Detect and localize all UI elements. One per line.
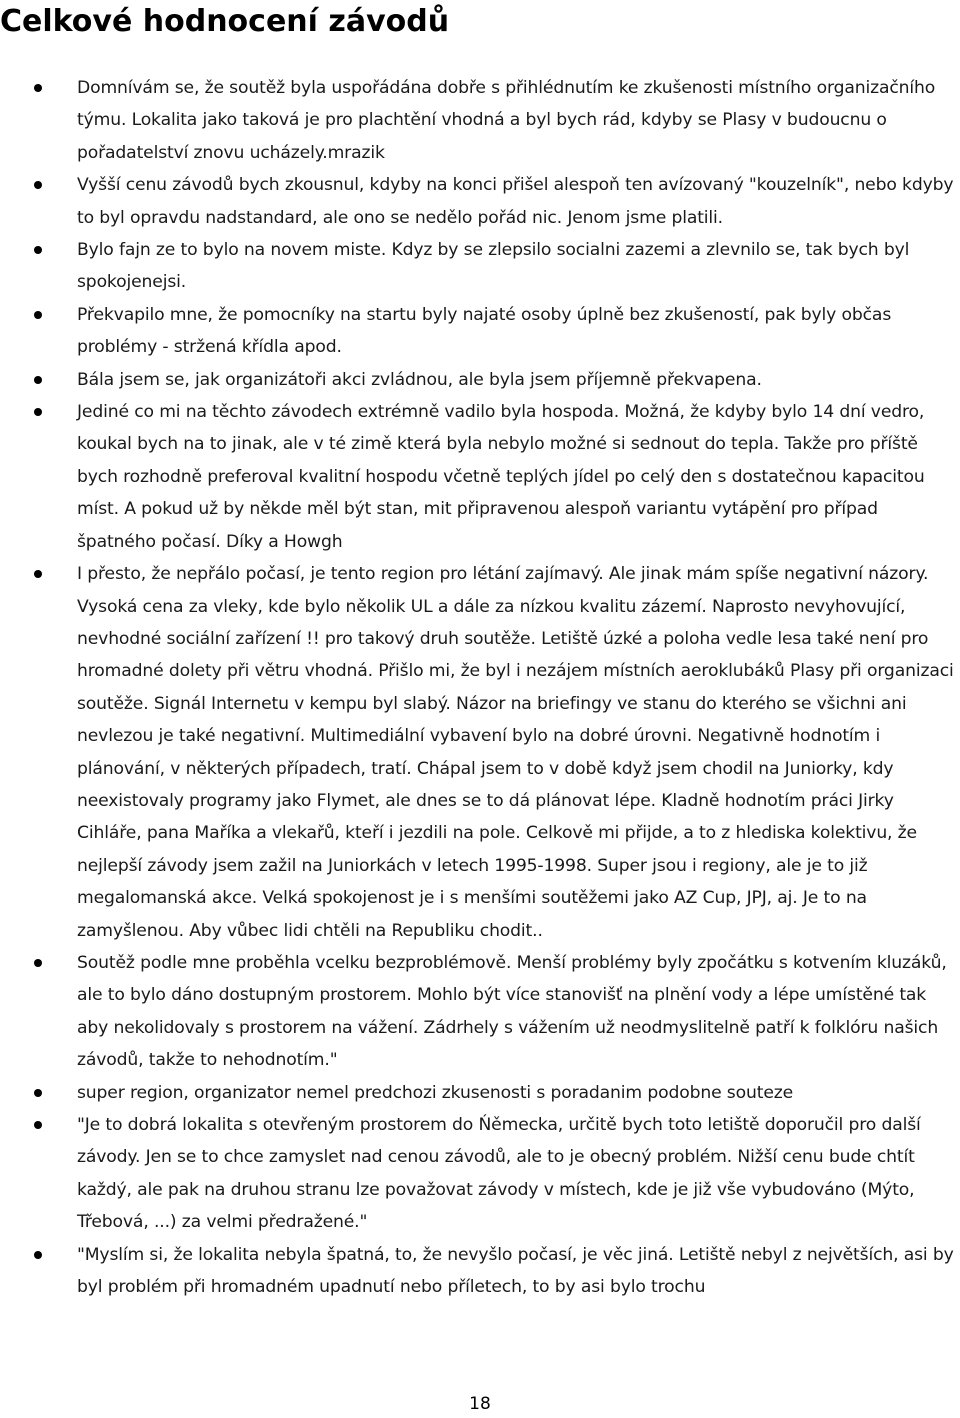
- list-item: Vyšší cenu závodů bych zkousnul, kdyby na konci přišel alespoň ten avízovaný "kouzelník", nebo kdyby to byl opravdu nadstandard, ale ono se nedělo pořád nic. Jenom jsme platili.: [0, 169, 960, 234]
- list-item: super region, organizator nemel predchozi zkusenosti s poradanim podobne souteze: [0, 1077, 960, 1109]
- list-item: Překvapilo mne, že pomocníky na startu byly najaté osoby úplně bez zkušeností, pak byly občas problémy - stržená křídla apod.: [0, 299, 960, 364]
- list-item: Soutěž podle mne proběhla vcelku bezproblémově. Menší problémy byly zpočátku s kotvením kluzáků, ale to bylo dáno dostupným prostorem. Mohlo být více stanovišť na plnění vody a lépe umístěné tak aby nekolidovaly s prostorem na vážení. Zádrhely s vážením už neodmyslitelně patří k folklóru našich závodů, takže to nehodnotím.": [0, 947, 960, 1077]
- list-item: "Je to dobrá lokalita s otevřeným prostorem do Ńěmecka, určitě bych toto letiště doporučil pro další závody. Jen se to chce zamyslet nad cenou závodů, ale to je obecný problém. Nižší cenu bude chtít každý, ale pak na druhou stranu lze považovat závody v místech, kde je již vše vybudováno (Mýto, Třebová, ...) za velmi předražené.": [0, 1109, 960, 1239]
- page-title: Celkové hodnocení závodů: [0, 4, 450, 39]
- list-item: Bála jsem se, jak organizátoři akci zvládnou, ale byla jsem příjemně překvapena.: [0, 364, 960, 396]
- list-item: I přesto, že nepřálo počasí, je tento region pro létání zajímavý. Ale jinak mám spíše negativní názory. Vysoká cena za vleky, kde bylo několik UL a dále za nízkou kvalitu zázemí. Naprosto nevyhovující, nevhodné sociální zařízení !! pro takový druh soutěže. Letiště úzké a poloha vedle lesa také není pro hromadné dolety při větru vhodná. Přišlo mi, že byl i nezájem místních aeroklubáků Plasy při organizaci soutěže. Signál Internetu v kempu byl slabý. Názor na briefingy ve stanu do kterého se všichni ani nevlezou je také negativní. Multimediální vybavení bylo na dobré úrovni. Negativně hodnotím i plánování, v některých případech, tratí. Chápal jsem to v době když jsem chodil na Juniorky, kdy neexistovaly programy jako Flymet, ale dnes se to dá plánovat lépe. Kladně hodnotím práci Jirky Cihláře, pana Maříka a vlekařů, kteří i jezdili na pole. Celkově mi přijde, a to z hlediska kolektivu, že nejlepší závody jsem zažil na Juniorkách v letech 1995-1998. Super jsou i regiony, ale je to již megalomanská akce. Velká spokojenost je i s menšími soutěžemi jako AZ Cup, JPJ, aj. Je to na zamyšlenou. Aby vůbec lidi chtěli na Republiku chodit..: [0, 558, 960, 947]
- feedback-list: [0, 72, 960, 1303]
- list-item: Jediné co mi na těchto závodech extrémně vadilo byla hospoda. Možná, že kdyby bylo 14 dní vedro, koukal bych na to jinak, ale v té zimě která byla nebylo možné si sednout do tepla. Takže pro příště bych rozhodně preferoval kvalitní hospodu včetně teplých jídel po celý den s dostatečnou kapacitou míst. A pokud už by někde měl být stan, mit připravenou alespoň variantu vytápění pro případ špatného počasí. Díky a Howgh: [0, 396, 960, 558]
- list-item: Domnívám se, že soutěž byla uspořádána dobře s přihlédnutím ke zkušenosti místního organizačního týmu. Lokalita jako taková je pro plachtění vhodná a byl bych rád, kdyby se Plasy v budoucnu o pořadatelství znovu ucházely.mrazik: [0, 72, 960, 169]
- list-item: Bylo fajn ze to bylo na novem miste. Kdyz by se zlepsilo socialni zazemi a zlevnilo se, tak bych byl spokojenejsi.: [0, 234, 960, 299]
- list-item: "Myslím si, že lokalita nebyla špatná, to, že nevyšlo počasí, je věc jiná. Letiště nebyl z největších, asi by byl problém při hromadném upadnutí nebo příletech, to by asi bylo trochu: [0, 1239, 960, 1304]
- page-number: 18: [469, 1394, 491, 1414]
